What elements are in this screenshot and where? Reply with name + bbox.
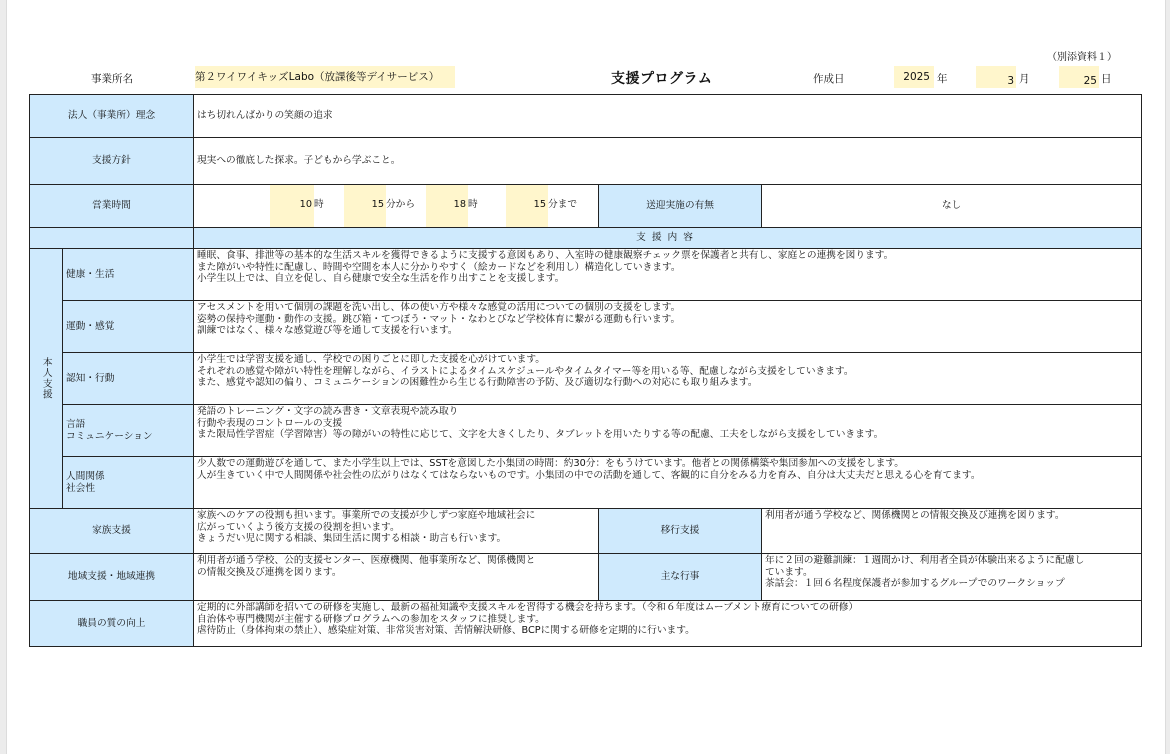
item-label-health: 健康・生活 — [63, 249, 194, 301]
support-content-header-row — [30, 228, 1142, 249]
personal-support-row-cognition — [30, 353, 1142, 405]
day-unit: 日 — [1101, 73, 1112, 85]
office-name: 第２ワイワイキッズLabo（放課後等デイサービス） — [195, 66, 455, 88]
community-support-label: 地域支援・地域連携 — [30, 554, 194, 601]
year-unit: 年 — [937, 73, 948, 85]
item-text-motor: アセスメントを用いて個別の課題を洗い出し、体の使い方や様々な感覚の活用についての個別の支援をします。 姿勢の保持や運動・動作の支援。跳び箱・てつぼう・マット・なわとびなど学校体育に繋がる運動も行います。 訓練ではなく、様々な感覚遊び等を通して支援を行います。 — [194, 301, 1142, 353]
attachment-note: （別添資料１） — [1047, 52, 1117, 63]
item-text-cognition: 小学生では学習支援を通し、学校での困りごとに即した支援を心がけています。 それぞれの感覚や障がい特性を理解しながら、イラストによるタイムスケジュールやタイムタイマー等を用いる等、配慮しながら支援をしていきます。 また、感覚や認知の偏り、コミュニケーションの困難性から生じる行動障害の予防、及び適切な行動への対応にも取り組みます。 — [194, 353, 1142, 405]
min-from: 分から — [386, 199, 416, 210]
family-transition-row — [30, 509, 1142, 554]
end-min: 15 — [506, 185, 548, 227]
hours-cell — [194, 185, 599, 228]
item-text-language: 発語のトレーニング・文字の読み書き・文章表現や読み取り 行動や表現のコントロールの支援 また限局性学習症（学習障害）等の障がいの特性に応じて、文字を大きくしたり、タブレットを用いたりする等の配慮、工夫をしながら支援をしていきます。 — [194, 405, 1142, 457]
min-until: 分まで — [548, 199, 578, 210]
transition-support-label: 移行支援 — [599, 509, 762, 554]
policy-label: 支援方針 — [30, 138, 194, 185]
item-text-social: 少人数での運動遊びを通して、また小学生以上では、SSTを意図した小集団の時間：約30分：をもうけています。他者との関係構築や集団参加への支援をします。 人が生きていく中で人間関係や社会性の広がりはなくてはならないものです。小集団の中での活動を通して、客観的に自分をみる力を育み、自分は大丈夫だと思える心を育てます。 — [194, 457, 1142, 509]
personal-support-row-health — [30, 249, 1142, 301]
item-label-motor: 運動・感覚 — [63, 301, 194, 353]
start-min: 15 — [344, 185, 386, 227]
support-program-table — [29, 94, 1142, 647]
philosophy-row — [30, 95, 1142, 138]
staff-quality-row — [30, 601, 1142, 647]
personal-support-label: 本人支援 — [40, 357, 52, 400]
philosophy-text: はち切れんばかりの笑顔の追求 — [194, 95, 1142, 138]
created-label: 作成日 — [813, 73, 845, 85]
day-field — [1059, 66, 1099, 88]
transport-value: なし — [762, 185, 1142, 228]
page-title: 支援プログラム — [611, 71, 713, 87]
hours-label: 営業時間 — [30, 185, 194, 228]
personal-support-row-language — [30, 405, 1142, 457]
support-content-header-blank — [30, 228, 194, 249]
office-label: 事業所名 — [91, 73, 133, 85]
month-field — [976, 66, 1016, 88]
community-events-row — [30, 554, 1142, 601]
month-unit: 月 — [1019, 73, 1030, 85]
item-text-health: 睡眠、食事、排泄等の基本的な生活スキルを獲得できるように支援する意図もあり、入室時の健康観察チェック票を保護者と共有し、家庭との連携を図ります。 また障がいや特性に配慮し、時間や空間を本人に分かりやすく（絵カードなどを利用し）構造化していきます。 小学生以上では、自立を促し、自ら健康で安全な生活を作り出すことを支援します。 — [194, 249, 1142, 301]
personal-support-label-cell — [30, 249, 63, 509]
transition-support-text: 利用者が通う学校など、関係機関との情報交換及び連携を図ります。 — [762, 509, 1142, 554]
hours-fields — [194, 185, 598, 227]
hours-row — [30, 185, 1142, 228]
community-support-text: 利用者が通う学校、公的支援センター、医療機関、他事業所など、関係機関と の情報交換及び連携を図ります。 — [194, 554, 599, 601]
day-value: 25 — [1083, 75, 1097, 87]
document-page — [6, 0, 1166, 754]
month-value: 3 — [1007, 75, 1014, 87]
main-events-label: 主な行事 — [599, 554, 762, 601]
year-value: 2025 — [903, 71, 930, 83]
staff-quality-label: 職員の質の向上 — [30, 601, 194, 647]
philosophy-label: 法人（事業所）理念 — [30, 95, 194, 138]
item-label-language: 言語 コミュニケーション — [63, 405, 194, 457]
family-support-label: 家族支援 — [30, 509, 194, 554]
main-events-text: 年に２回の避難訓練：１週間かけ、利用者全員が体験出来るように配慮し ています。 茶話会：１回６名程度保護者が参加するグループでのワークショップ — [762, 554, 1142, 601]
support-content-header: 支援内容 — [194, 228, 1142, 249]
personal-support-row-motor — [30, 301, 1142, 353]
start-hour: 10 — [270, 185, 314, 227]
end-hour-unit: 時 — [468, 199, 478, 210]
policy-row — [30, 138, 1142, 185]
transport-label: 送迎実施の有無 — [599, 185, 762, 228]
personal-support-row-social — [30, 457, 1142, 509]
staff-quality-text: 定期的に外部講師を招いての研修を実施し、最新の福祉知識や支援スキルを習得する機会を持ちます。（令和６年度はムーブメント療育についての研修） 自治体や専門機関が主催する研修プログラムへの参加をスタッフに推奨します。 虐待防止（身体拘束の禁止）、感染症対策、非常災害対策、苦情解決研修、BCPに関する研修を定期的に行います。 — [194, 601, 1142, 647]
end-hour: 18 — [426, 185, 468, 227]
item-label-social: 人間関係 社会性 — [63, 457, 194, 509]
start-hour-unit: 時 — [314, 199, 324, 210]
policy-text: 現実への徹底した探求。子どもから学ぶこと。 — [194, 138, 1142, 185]
family-support-text: 家族へのケアの役割も担います。事業所での支援が少しずつ家庭や地域社会に 広がっていくよう後方支援の役割を担います。 きょうだい児に関する相談、集団生活に関する相談・助言も行います。 — [194, 509, 599, 554]
year-field — [894, 66, 934, 88]
item-label-cognition: 認知・行動 — [63, 353, 194, 405]
